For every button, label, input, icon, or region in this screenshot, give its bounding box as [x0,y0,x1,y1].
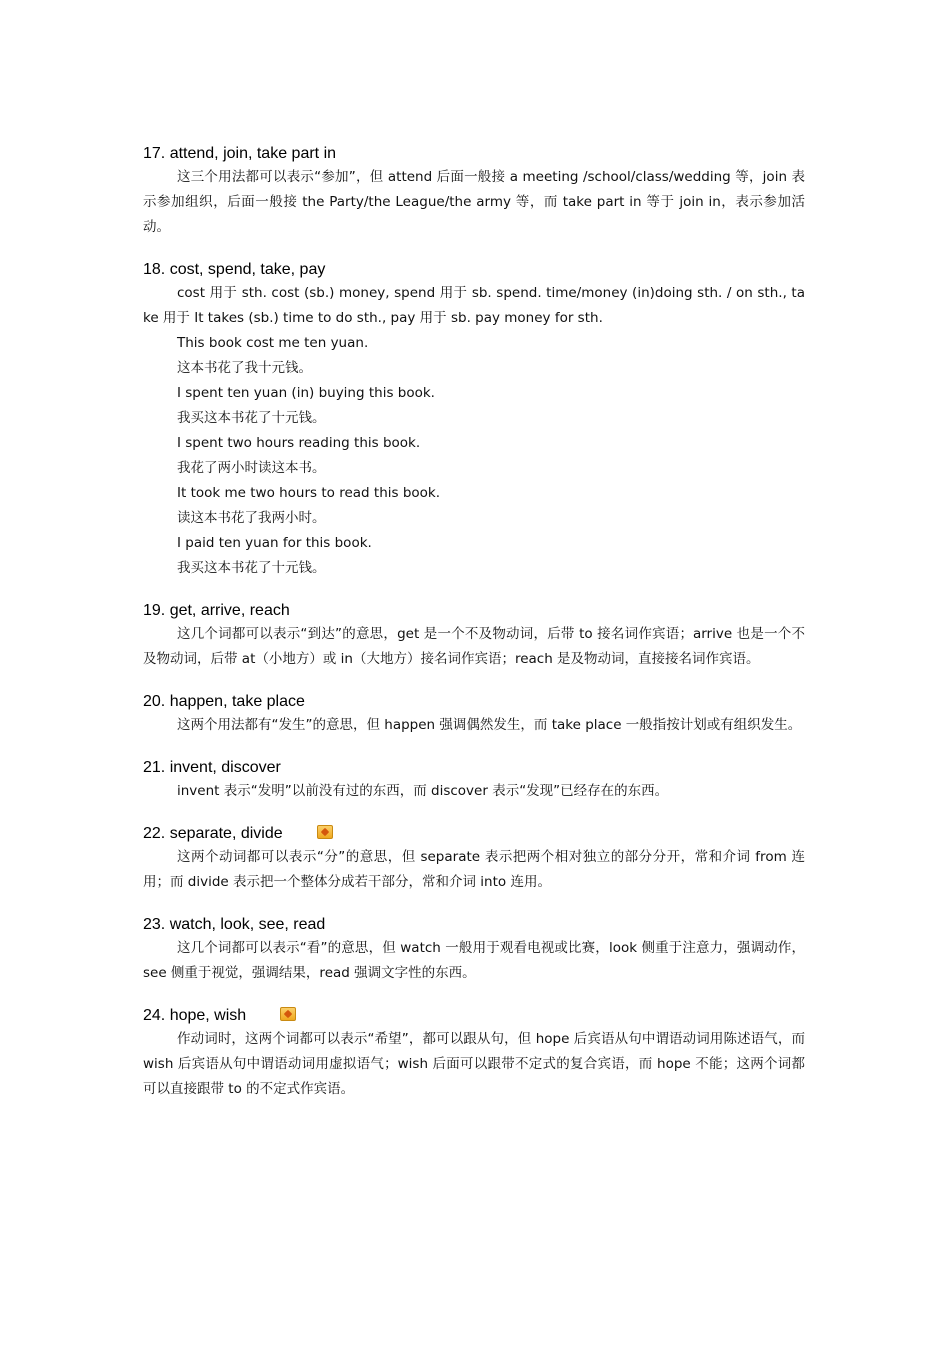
section-4 [143,691,805,738]
section-paragraph: cost 用于 sth. cost (sb.) money, spend 用于 sb. spend. time/money (in)doing sth. / on sth., take 用于 It takes (sb.) time to do sth., pay 用于 sb. pay money for sth. [143,285,805,326]
section-heading [143,914,805,936]
section-heading-text: 21. invent, discover [143,759,281,776]
note-icon[interactable] [280,1007,296,1021]
section-paragraph: invent 表示“发明”以前没有过的东西，而 discover 表示“发现”已经存在的东西。 [177,783,669,799]
section-heading [143,1005,805,1027]
example-sentence: 我买这本书花了十元钱。 [177,410,326,426]
section-paragraph: 这三个用法都可以表示“参加”，但 attend 后面一般接 a meeting /school/class/wedding 等，join 表示参加组织，后面一般接 the Party/the League/the army 等，而 take part in 等于 join in，表示参加活动。 [143,169,805,235]
example-sentence: I spent two hours reading this book. [177,435,421,451]
example-sentence: I spent ten yuan (in) buying this book. [177,385,435,401]
section-1 [143,143,805,240]
section-heading-text: 19. get, arrive, reach [143,602,290,619]
section-heading [143,143,805,165]
section-paragraph: 这几个词都可以表示“看”的意思，但 watch 一般用于观看电视或比赛，look 侧重于注意力，强调动作，see 侧重于视觉，强调结果，read 强调文字性的东西。 [143,940,805,981]
section-heading-text: 17. attend, join, take part in [143,145,337,162]
section-heading-text: 18. cost, spend, take, pay [143,261,326,278]
section-paragraph: 作动词时，这两个词都可以表示“希望”，都可以跟从句，但 hope 后宾语从句中谓语动词用陈述语气，而 wish 后宾语从句中谓语动词用虚拟语气；wish 后面可以跟带不定式的复合宾语，而 hope 不能；这两个词都可以直接跟带 to 的不定式作宾语。 [143,1031,805,1097]
section-paragraph: 这两个用法都有“发生”的意思，但 happen 强调偶然发生，而 take place 一般指按计划或有组织发生。 [177,717,802,733]
example-sentence: 这本书花了我十元钱。 [177,360,312,376]
section-3 [143,600,805,672]
section-heading [143,757,805,779]
section-8 [143,1005,805,1102]
section-heading [143,691,805,713]
section-2 [143,259,805,581]
example-sentence: 读这本书花了我两小时。 [177,510,326,526]
note-icon[interactable] [317,825,333,839]
example-sentence: It took me two hours to read this book. [177,485,441,501]
example-sentence: This book cost me ten yuan. [177,335,369,351]
example-sentence: I paid ten yuan for this book. [177,535,372,551]
section-heading [143,600,805,622]
section-heading-text: 22. separate, divide [143,825,283,842]
section-paragraph: 这两个动词都可以表示“分”的意思，但 separate 表示把两个相对独立的部分分开，常和介词 from 连用；而 divide 表示把一个整体分成若干部分，常和介词 into 连用。 [143,849,805,890]
section-heading-text: 23. watch, look, see, read [143,916,326,933]
section-heading-text: 20. happen, take place [143,693,305,710]
section-paragraph: 这几个词都可以表示“到达”的意思，get 是一个不及物动词，后带 to 接名词作宾语；arrive 也是一个不及物动词，后带 at（小地方）或 in（大地方）接名词作宾语；reach 是及物动词，直接接名词作宾语。 [143,626,805,667]
section-7 [143,914,805,986]
section-6 [143,823,805,895]
section-5 [143,757,805,804]
section-heading [143,823,805,845]
example-sentence: 我花了两小时读这本书。 [177,460,326,476]
document-content [143,143,805,1121]
example-sentence: 我买这本书花了十元钱。 [177,560,326,576]
section-heading-text: 24. hope, wish [143,1007,247,1024]
section-heading [143,259,805,281]
